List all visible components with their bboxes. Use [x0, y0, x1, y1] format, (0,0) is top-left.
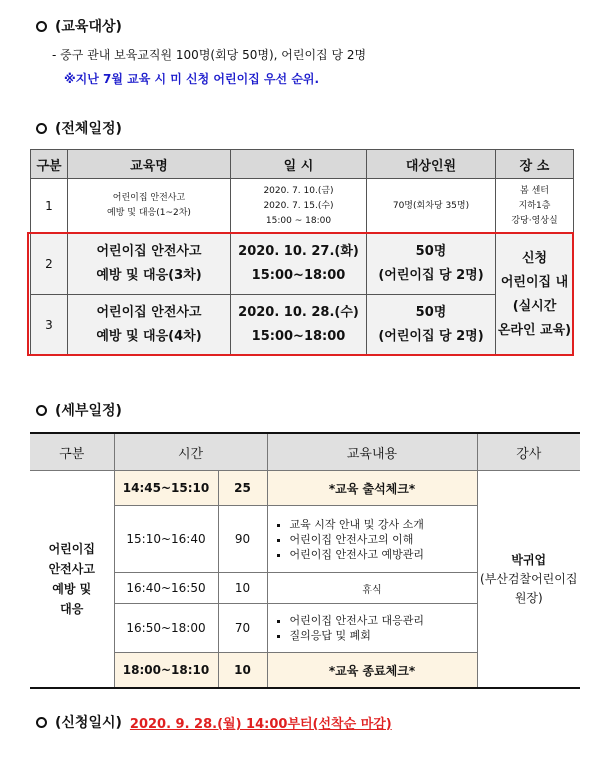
- row-number: 2: [31, 234, 68, 295]
- header-cell: 대상인원: [367, 150, 496, 179]
- minutes-cell: 90: [218, 506, 267, 573]
- detail-header-row: [30, 433, 580, 471]
- header-cell: 강사: [477, 433, 580, 471]
- minutes-cell: 70: [218, 604, 267, 653]
- header-cell: 장 소: [496, 150, 574, 179]
- content-cell: 휴식: [267, 573, 477, 604]
- section-schedule-title: (전체일정): [36, 118, 122, 138]
- section-apply-title: (신청일시) 2020. 9. 28.(월) 14:00부터(선착순 마감): [36, 712, 392, 732]
- course-place: 봄 센터 지하1층 강당·영상실: [496, 179, 574, 234]
- table-row: [31, 234, 574, 295]
- circle-bullet-icon: [36, 405, 47, 416]
- time-cell: 16:40~16:50: [114, 573, 218, 604]
- course-date: 2020. 10. 28.(수) 15:00~18:00: [231, 295, 367, 356]
- minutes-cell: 10: [218, 653, 267, 689]
- time-cell: 15:10~16:40: [114, 506, 218, 573]
- minutes-cell: 10: [218, 573, 267, 604]
- content-cell: *교육 종료체크*: [267, 653, 477, 689]
- list-item: ▪ 어린이집 안전사고의 이해: [290, 532, 477, 547]
- content-list: [267, 506, 477, 573]
- section-detail-title: (세부일정): [36, 400, 122, 420]
- list-item: ▪ 어린이집 안전사고 예방관리: [290, 547, 477, 562]
- schedule-table: [30, 149, 574, 356]
- time-cell: 14:45~15:10: [114, 471, 218, 506]
- target-line: - 중구 관내 보육교직원 100명(회당 50명), 어린이집 당 2명: [52, 48, 367, 62]
- course-name: 어린이집 안전사고 예방 및 대응(1~2차): [68, 179, 231, 234]
- list-item: ▪ 교육 시작 안내 및 강사 소개: [290, 517, 477, 532]
- header-cell: 교육명: [68, 150, 231, 179]
- course-people: 50명 (어린이집 당 2명): [367, 295, 496, 356]
- header-cell: 일 시: [231, 150, 367, 179]
- table-row: [31, 179, 574, 234]
- header-cell: 교육내용: [267, 433, 477, 471]
- list-item: ▪ 어린이집 안전사고 대응관리: [290, 613, 477, 628]
- section-target-title: (교육대상): [36, 16, 122, 36]
- row-number: 3: [31, 295, 68, 356]
- course-people: 50명 (어린이집 당 2명): [367, 234, 496, 295]
- circle-bullet-icon: [36, 21, 47, 32]
- header-cell: 시간: [114, 433, 267, 471]
- content-cell: *교육 출석체크*: [267, 471, 477, 506]
- schedule-header-row: [31, 150, 574, 179]
- apply-date: 2020. 9. 28.(월) 14:00부터(선착순 마감): [129, 716, 392, 732]
- course-place-merged: 신청 어린이집 내 (실시간 온라인 교육): [496, 234, 574, 356]
- teacher-cell: 박귀업 (부산검찰어린이집 원장): [477, 471, 580, 689]
- course-date: 2020. 10. 27.(화) 15:00~18:00: [231, 234, 367, 295]
- content-list: [267, 604, 477, 653]
- detail-table: [30, 432, 580, 689]
- circle-bullet-icon: [36, 717, 47, 728]
- course-name: 어린이집 안전사고 예방 및 대응(3차): [68, 234, 231, 295]
- minutes-cell: 25: [218, 471, 267, 506]
- course-people: 70명(회차당 35명): [367, 179, 496, 234]
- target-note: ※지난 7월 교육 시 미 신청 어린이집 우선 순위.: [64, 72, 320, 86]
- detail-group: 어린이집 안전사고 예방 및 대응: [30, 471, 114, 689]
- time-cell: 18:00~18:10: [114, 653, 218, 689]
- course-name: 어린이집 안전사고 예방 및 대응(4차): [68, 295, 231, 356]
- row-number: 1: [31, 179, 68, 234]
- time-cell: 16:50~18:00: [114, 604, 218, 653]
- table-row: [30, 471, 580, 506]
- circle-bullet-icon: [36, 123, 47, 134]
- table-row: [31, 295, 574, 356]
- course-date: 2020. 7. 10.(금) 2020. 7. 15.(수) 15:00 ~ 18:00: [231, 179, 367, 234]
- header-cell: 구분: [30, 433, 114, 471]
- list-item: ▪ 질의응답 및 폐회: [290, 628, 477, 643]
- header-cell: 구분: [31, 150, 68, 179]
